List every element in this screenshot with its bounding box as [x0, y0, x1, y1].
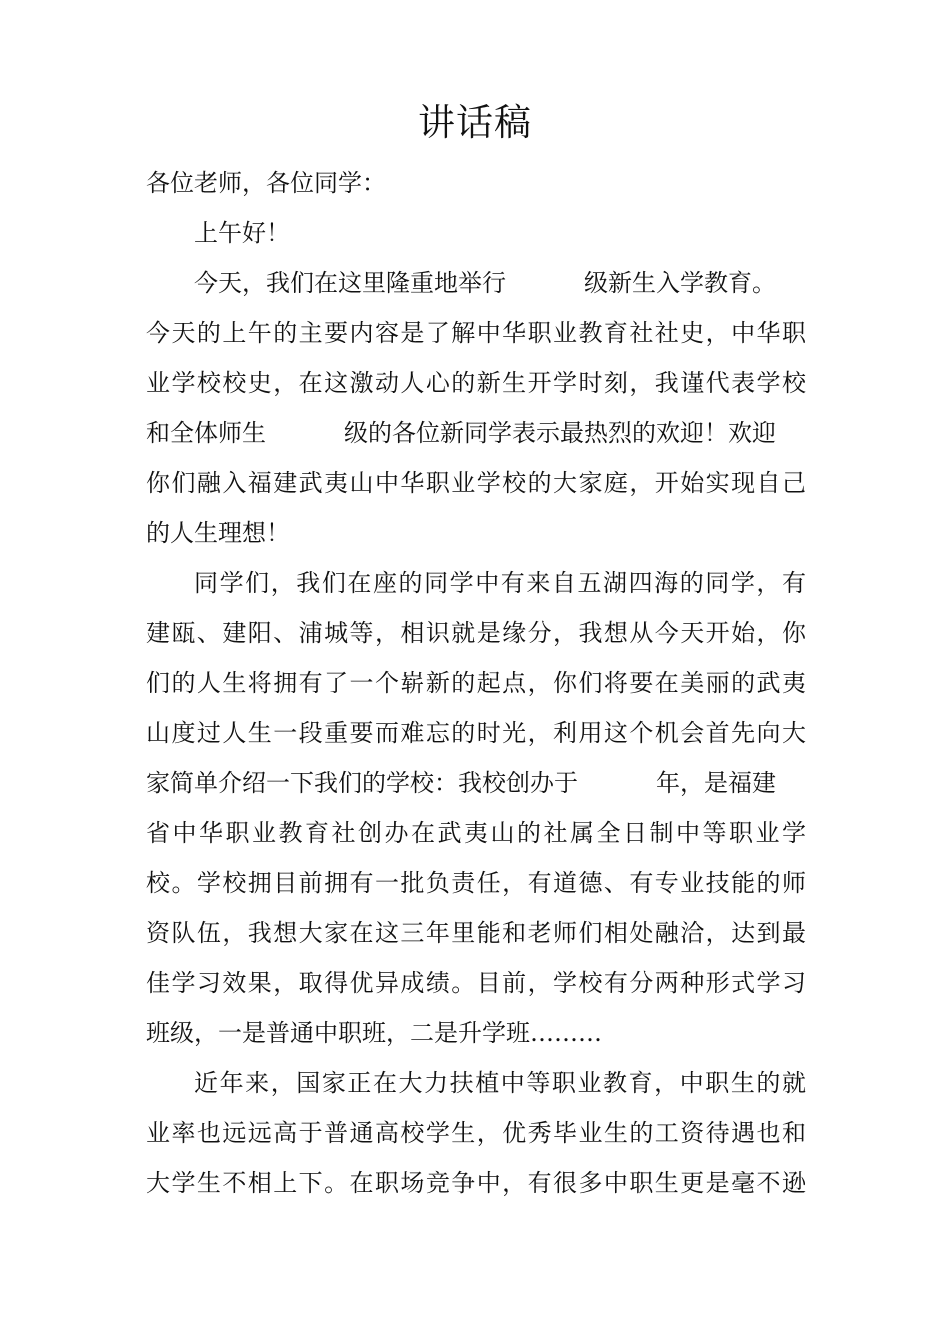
text-line: 建瓯、建阳、浦城等，相识就是缘分，我想从今天开始，你 — [146, 619, 806, 647]
paragraph-line — [146, 658, 806, 708]
text-line: 省中华职业教育社创办在武夷山的社属全日制中等职业学 — [146, 819, 806, 847]
paragraph-line — [146, 1108, 806, 1158]
text-line: 你们融入福建武夷山中华职业学校的大家庭，开始实现自己 — [146, 469, 806, 497]
paragraph-line — [146, 958, 806, 1008]
paragraph-line — [194, 558, 806, 608]
text-segment: 级的各位新同学表示最热烈的欢迎！欢迎 — [344, 419, 776, 447]
paragraph-line — [146, 808, 806, 858]
paragraph-line — [146, 358, 806, 408]
text-segment: 年，是福建 — [656, 769, 776, 797]
text-line: 业学校校史，在这激动人心的新生开学时刻，我谨代表学校 — [146, 369, 806, 397]
text-line: 同学们，我们在座的同学中有来自五湖四海的同学，有 — [194, 569, 806, 597]
text-line: 业率也远远高于普通高校学生，优秀毕业生的工资待遇也和 — [146, 1119, 806, 1147]
text-segment: 和全体师生 — [146, 419, 266, 447]
paragraph-line — [194, 258, 806, 308]
text-line: 校。学校拥目前拥有一批负责任，有道德、有专业技能的师 — [146, 869, 806, 897]
greeting-line — [146, 158, 806, 208]
text-segment: 今天，我们在这里隆重地举行 — [194, 269, 506, 297]
text-line: 上午好！ — [194, 219, 290, 247]
salutation-line — [194, 208, 806, 258]
paragraph-line — [146, 758, 806, 808]
text-line: 的人生理想！ — [146, 519, 290, 547]
text-line: 大学生不相上下。在职场竞争中，有很多中职生更是毫不逊 — [146, 1169, 806, 1197]
paragraph-line — [146, 458, 806, 508]
text-line: 资队伍，我想大家在这三年里能和老师们相处融洽，达到最 — [146, 919, 806, 947]
paragraph-line — [146, 908, 806, 958]
text-line: 山度过人生一段重要而难忘的时光，利用这个机会首先向大 — [146, 719, 806, 747]
text-line: 近年来，国家正在大力扶植中等职业教育，中职生的就 — [194, 1069, 806, 1097]
text-line: 今天的上午的主要内容是了解中华职业教育社社史，中华职 — [146, 319, 806, 347]
text-segment: 级新生入学教育。 — [584, 269, 776, 297]
paragraph-line — [146, 708, 806, 758]
paragraph-line — [146, 508, 806, 558]
paragraph-line — [146, 608, 806, 658]
text-line: 们的人生将拥有了一个崭新的起点，你们将要在美丽的武夷 — [146, 669, 806, 697]
paragraph-line — [146, 1008, 806, 1058]
paragraph-line — [146, 408, 806, 458]
paragraph-line — [194, 1058, 806, 1108]
document-title: 讲话稿 — [418, 101, 532, 144]
paragraph-line — [146, 308, 806, 358]
text-segment: 家简单介绍一下我们的学校：我校创办于 — [146, 769, 578, 797]
paragraph-line — [146, 1158, 806, 1208]
text-line: 佳学习效果，取得优异成绩。目前，学校有分两种形式学习 — [146, 969, 806, 997]
paragraph-line — [146, 858, 806, 908]
text-line: 班级，一是普通中职班，二是升学班……… — [146, 1019, 602, 1047]
text-line: 各位老师，各位同学： — [146, 169, 386, 197]
